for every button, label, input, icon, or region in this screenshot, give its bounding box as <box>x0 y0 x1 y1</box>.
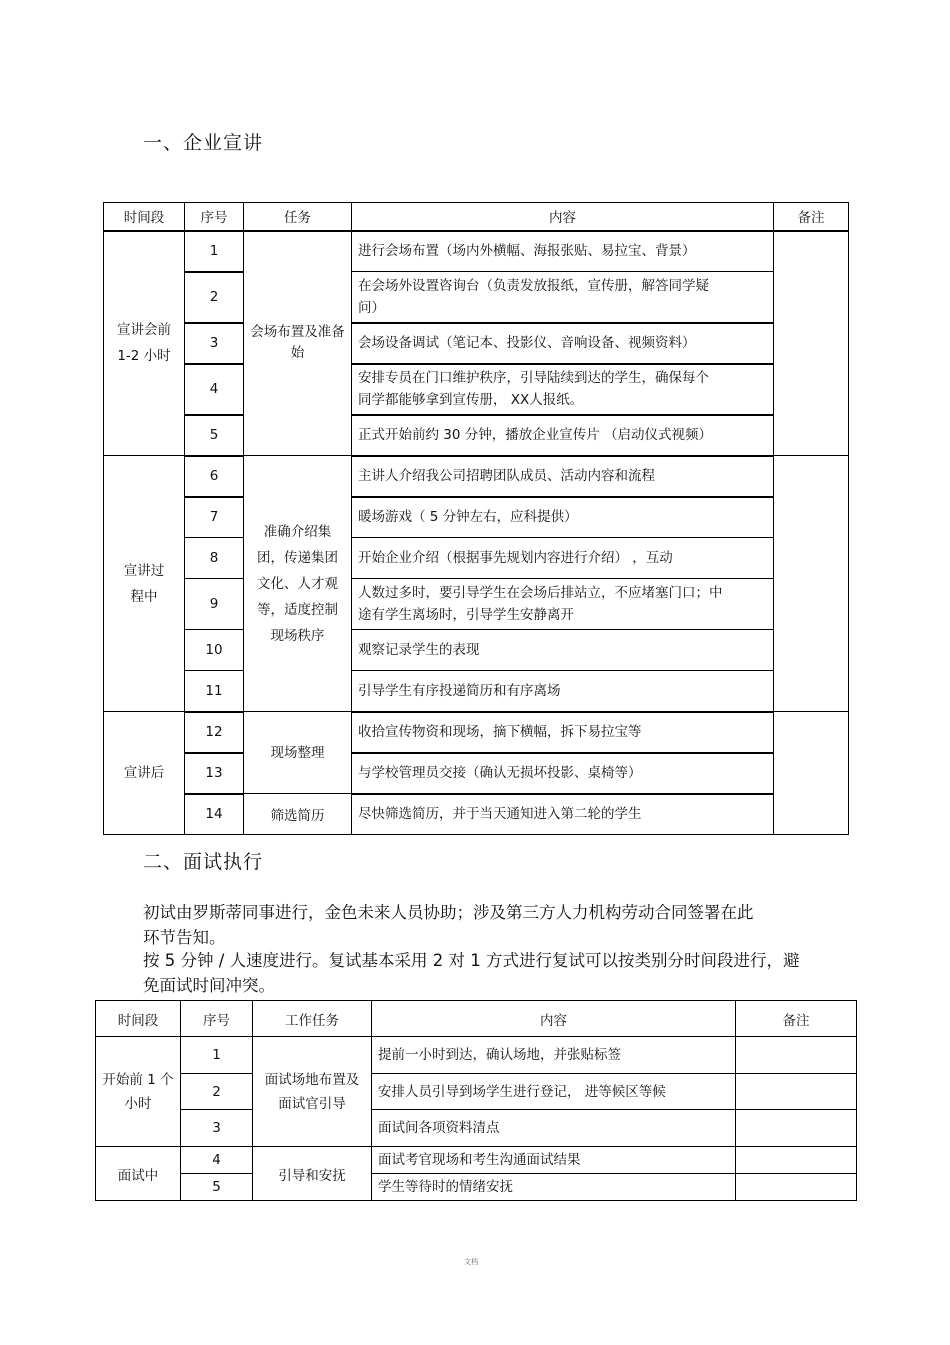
remark-cell <box>736 1037 857 1074</box>
task-cell: 筛选简历 <box>244 794 352 835</box>
footer-label: 文档 <box>464 1258 478 1266</box>
header-remark: 备注 <box>774 203 849 231</box>
section1-heading: 一、企业宣讲 <box>143 132 264 154</box>
row-content: 安排人员引导到场学生进行登记， 进等候区等候 <box>372 1074 736 1110</box>
period-cell: 宣讲后 <box>104 712 185 835</box>
row-content: 收拾宣传物资和现场，摘下横幅，拆下易拉宝等 <box>352 712 774 753</box>
row-content: 正式开始前约 30 分钟，播放企业宣传片 （启动仪式视频） <box>352 415 774 456</box>
row-content: 开始企业介绍（根据事先规划内容进行介绍） ，互动 <box>352 538 774 579</box>
period-cell: 开始前 1 个小时 <box>96 1037 181 1147</box>
remark-cell <box>736 1147 857 1174</box>
period-cell: 面试中 <box>96 1147 181 1201</box>
row-content: 观察记录学生的表现 <box>352 630 774 671</box>
row-no: 3 <box>185 323 244 364</box>
row-no: 4 <box>185 364 244 415</box>
interview-table <box>95 1000 857 1201</box>
row-no: 5 <box>185 415 244 456</box>
row-no: 13 <box>185 753 244 794</box>
row-content: 面试考官现场和考生沟通面试结果 <box>372 1147 736 1174</box>
header-no: 序号 <box>181 1001 253 1037</box>
header-period: 时间段 <box>96 1001 181 1037</box>
row-no: 8 <box>185 538 244 579</box>
row-content: 会场设备调试（笔记本、投影仪、音响设备、视频资料） <box>352 323 774 364</box>
header-task: 任务 <box>244 203 352 231</box>
row-no: 9 <box>185 579 244 630</box>
header-remark: 备注 <box>736 1001 857 1037</box>
header-task: 工作任务 <box>253 1001 372 1037</box>
row-no: 1 <box>185 231 244 272</box>
remark-cell <box>774 231 849 456</box>
paragraph-2: 按 5 分钟 / 人速度进行。复试基本采用 2 对 1 方式进行复试可以按类别分时间段进行，避免面试时间冲突。 <box>143 951 800 995</box>
row-no: 12 <box>185 712 244 753</box>
header-period: 时间段 <box>104 203 185 231</box>
row-no: 2 <box>181 1074 253 1110</box>
period-cell: 宣讲过程中 <box>104 456 185 712</box>
presentation-table <box>103 202 849 835</box>
row-content: 安排专员在门口维护秩序，引导陆续到达的学生，确保每个同学都能够拿到宣传册， XX人报纸。 <box>352 364 774 415</box>
row-content: 人数过多时，要引导学生在会场后排站立，不应堵塞门口；中途有学生离场时，引导学生安静离开 <box>352 579 774 630</box>
row-no: 4 <box>181 1147 253 1174</box>
row-no: 5 <box>181 1174 253 1201</box>
remark-cell <box>736 1110 857 1147</box>
task-cell: 面试场地布置及面试官引导 <box>253 1037 372 1147</box>
row-content: 尽快筛选简历，并于当天通知进入第二轮的学生 <box>352 794 774 835</box>
row-no: 1 <box>181 1037 253 1074</box>
remark-cell <box>774 456 849 712</box>
row-no: 10 <box>185 630 244 671</box>
row-content: 面试间各项资料清点 <box>372 1110 736 1147</box>
row-content: 学生等待时的情绪安抚 <box>372 1174 736 1201</box>
period-cell: 宣讲会前 1-2 小时 <box>104 231 185 456</box>
remark-cell <box>736 1174 857 1201</box>
remark-cell <box>774 712 849 835</box>
row-content: 暖场游戏（ 5 分钟左右，应科提供） <box>352 497 774 538</box>
row-no: 14 <box>185 794 244 835</box>
header-no: 序号 <box>185 203 244 231</box>
row-no: 6 <box>185 456 244 497</box>
row-content: 进行会场布置（场内外横幅、海报张贴、易拉宝、背景） <box>352 231 774 272</box>
task-cell: 会场布置及准备始 <box>244 231 352 456</box>
section2-heading: 二、面试执行 <box>143 851 264 873</box>
row-content: 与学校管理员交接（确认无损坏投影、桌椅等） <box>352 753 774 794</box>
row-no: 2 <box>185 272 244 323</box>
header-content: 内容 <box>372 1001 736 1037</box>
remark-cell <box>736 1074 857 1110</box>
paragraph-1: 初试由罗斯蒂同事进行，金色未来人员协助；涉及第三方人力机构劳动合同签署在此环节告知。 <box>143 903 754 947</box>
row-no: 3 <box>181 1110 253 1147</box>
row-content: 提前一小时到达，确认场地，并张贴标签 <box>372 1037 736 1074</box>
task-cell: 现场整理 <box>244 712 352 794</box>
row-content: 主讲人介绍我公司招聘团队成员、活动内容和流程 <box>352 456 774 497</box>
row-no: 7 <box>185 497 244 538</box>
row-no: 11 <box>185 671 244 712</box>
header-content: 内容 <box>352 203 774 231</box>
row-content: 引导学生有序投递简历和有序离场 <box>352 671 774 712</box>
row-content: 在会场外设置咨询台（负责发放报纸，宣传册，解答同学疑问） <box>352 272 774 323</box>
task-cell: 准确介绍集团，传递集团文化、人才观等，适度控制现场秩序 <box>244 456 352 712</box>
task-cell: 引导和安抚 <box>253 1147 372 1201</box>
